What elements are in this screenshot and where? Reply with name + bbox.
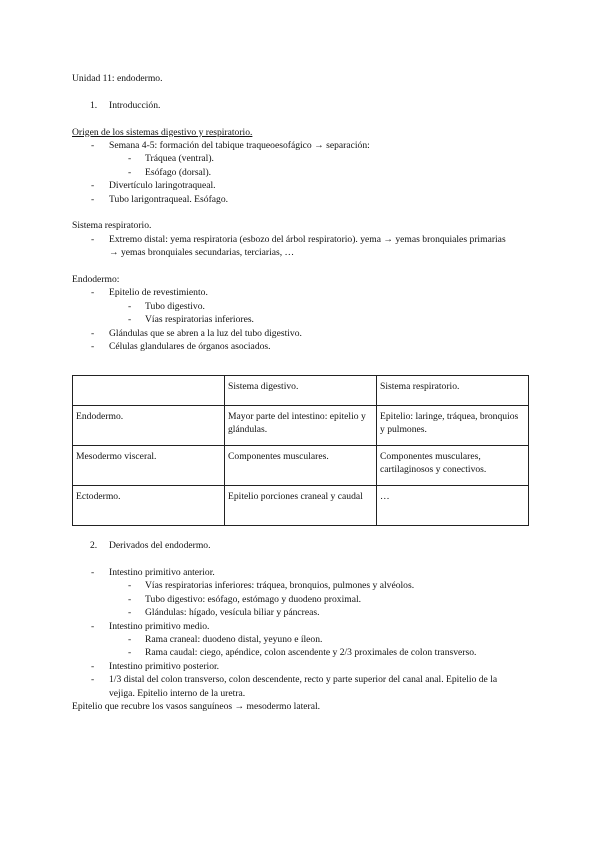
list-item: - Células glandulares de órganos asociados.	[91, 341, 271, 353]
list-item: - Intestino primitivo medio.	[91, 620, 210, 632]
document-page	[72, 72, 532, 714]
derivatives-table	[72, 375, 529, 526]
table-cell: Componentes musculares, cartilaginosos y conectivos.	[377, 445, 529, 485]
list-item-text: Intestino primitivo posterior.	[109, 660, 220, 672]
list-subitem: - Rama craneal: duodeno distal, yeyuno e íleon.	[128, 634, 323, 646]
table-row	[73, 405, 529, 445]
list-subitem-text: Vías respiratorias inferiores: tráquea, bronquios, pulmones y alvéolos.	[145, 580, 415, 592]
list-item-text: Tubo larigontraqueal. Esófago.	[109, 193, 229, 205]
table-row	[73, 445, 529, 485]
table-cell: Epitelio: laringe, tráquea, bronquios y pulmones.	[377, 405, 529, 445]
table-cell: Epitelio porciones craneal y caudal	[225, 485, 377, 525]
list-item: - Intestino primitivo posterior.	[91, 660, 220, 672]
section-title: Introducción.	[109, 99, 161, 111]
list-item-text: → yemas bronquiales secundarias, terciarias, …	[109, 247, 295, 259]
endodermo-heading: Endodermo:	[72, 274, 120, 286]
list-item-text: Células glandulares de órganos asociados.	[109, 341, 271, 353]
list-subitem: - Tubo digestivo: esófago, estómago y duodeno proximal.	[128, 593, 362, 605]
table-header-cell: Sistema respiratorio.	[377, 375, 529, 405]
list-item: - Intestino primitivo anterior.	[91, 567, 215, 579]
table-header-cell	[73, 375, 225, 405]
table-cell: Mesodermo visceral.	[73, 445, 225, 485]
list-item-text: vejiga. Epitelio interno de la uretra.	[109, 687, 246, 699]
list-subitem: - Vías respiratorias inferiores.	[128, 314, 254, 326]
list-item: - Semana 4-5: formación del tabique traqueoesofágico → separación:	[91, 140, 370, 151]
section-number: 2.	[90, 540, 98, 552]
list-item-text: Epitelio de revestimiento.	[109, 287, 208, 299]
section-number: 1.	[90, 99, 98, 111]
list-subitem-text: Tráquea (ventral).	[145, 153, 214, 165]
list-item-text: Glándulas que se abren a la luz del tubo digestivo.	[109, 327, 302, 339]
list-item-text: Intestino primitivo anterior.	[109, 567, 215, 579]
list-subitem-text: Esófago (dorsal).	[145, 166, 212, 178]
section-2-heading	[72, 539, 532, 552]
list-item-text: Extremo distal: yema respiratoria (esbozo del árbol respiratorio). yema → yemas bronquiales primarias	[109, 233, 506, 245]
list-subitem: - Esófago (dorsal).	[128, 166, 212, 178]
list-item: - Extremo distal: yema respiratoria (esbozo del árbol respiratorio). yema → yemas bronquiales primarias	[91, 233, 506, 245]
table-header-row	[73, 375, 529, 405]
section-title: Derivados del endodermo.	[109, 540, 211, 552]
list-subitem: - Tráquea (ventral).	[128, 153, 214, 165]
list-subitem-text: Tubo digestivo: esófago, estómago y duodeno proximal.	[145, 593, 362, 605]
list-subitem-text: Tubo digestivo.	[145, 300, 205, 312]
list-subitem-text: Rama craneal: duodeno distal, yeyuno e íleon.	[145, 634, 323, 646]
list-item: - Tubo larigontraqueal. Esófago.	[91, 193, 229, 205]
table-cell: Endodermo.	[73, 405, 225, 445]
list-subitem-text: Glándulas: hígado, vesícula biliar y páncreas.	[145, 607, 320, 619]
final-paragraph: Epitelio que recubre los vasos sanguíneos → mesodermo lateral.	[72, 701, 321, 713]
list-subitem: - Vías respiratorias inferiores: tráquea, bronquios, pulmones y alvéolos.	[128, 580, 415, 592]
list-subitem-text: Vías respiratorias inferiores.	[145, 314, 254, 326]
respiratorio-heading: Sistema respiratorio.	[72, 220, 152, 232]
list-item-text: Intestino primitivo medio.	[109, 620, 210, 632]
table-row	[73, 485, 529, 525]
list-subitem: - Tubo digestivo.	[128, 300, 205, 312]
list-subitem: - Rama caudal: ciego, apéndice, colon ascendente y 2/3 proximales de colon transverso.	[128, 647, 477, 659]
list-item-text: 1/3 distal del colon transverso, colon descendente, recto y parte superior del canal anal. Epitelio de la	[109, 674, 498, 686]
section-1-heading	[72, 99, 532, 112]
list-subitem: - Glándulas: hígado, vesícula biliar y páncreas.	[128, 607, 320, 619]
list-item: - Epitelio de revestimiento.	[91, 287, 208, 299]
document-title: Unidad 11: endodermo.	[72, 73, 163, 84]
table-cell: …	[377, 485, 529, 525]
list-item-text: Divertículo laringotraqueal.	[109, 180, 216, 192]
list-item-continuation	[72, 687, 532, 700]
list-item-continuation	[72, 246, 532, 259]
origen-heading: Origen de los sistemas digestivo y respiratorio.	[72, 126, 253, 138]
table-cell: Ectodermo.	[73, 485, 225, 525]
table-header-cell: Sistema digestivo.	[225, 375, 377, 405]
list-item-text: Semana 4-5: formación del tabique traqueoesofágico → separación:	[109, 140, 370, 151]
list-item: - Glándulas que se abren a la luz del tubo digestivo.	[91, 327, 302, 339]
list-item: - 1/3 distal del colon transverso, colon descendente, recto y parte superior del canal anal. Epitelio de la	[91, 674, 498, 686]
list-item: - Divertículo laringotraqueal.	[91, 180, 216, 192]
table-cell: Mayor parte del intestino: epitelio y glándulas.	[225, 405, 377, 445]
table-cell: Componentes musculares.	[225, 445, 377, 485]
list-subitem-text: Rama caudal: ciego, apéndice, colon ascendente y 2/3 proximales de colon transverso.	[145, 647, 477, 659]
